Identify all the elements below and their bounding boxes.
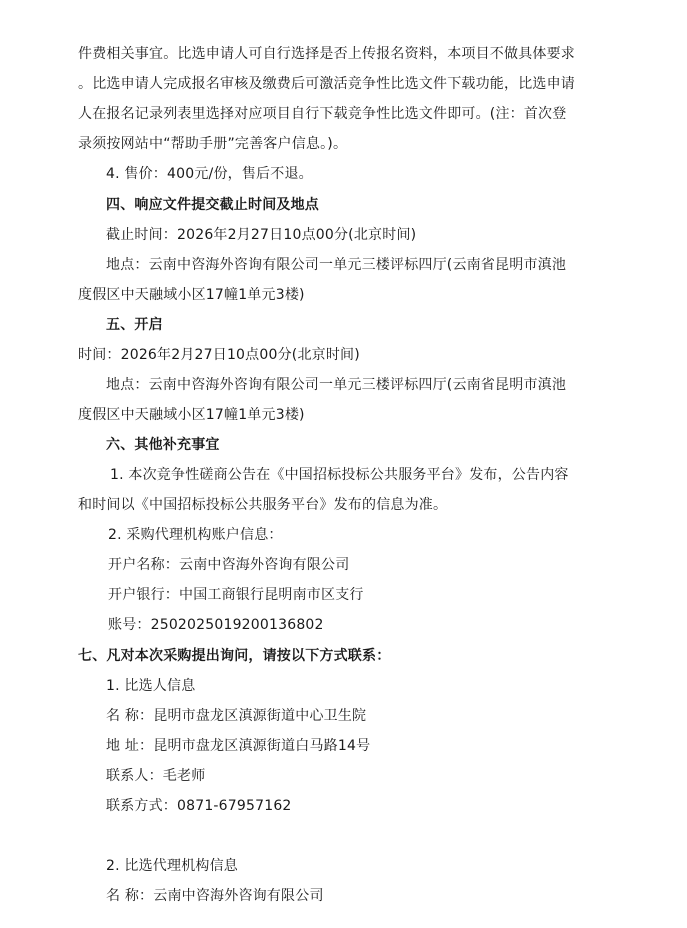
section-heading-contact: 七、凡对本次采购提出询问，请按以下方式联系： bbox=[78, 648, 391, 664]
buyer-name: 名 称：昆明市盘龙区滇源街道中心卫生院 bbox=[106, 708, 367, 724]
section-heading-opening: 五、开启 bbox=[106, 317, 163, 333]
account-number: 账号：2502025019200136802 bbox=[108, 617, 324, 633]
other-item-2: 2. 采购代理机构账户信息： bbox=[108, 527, 283, 543]
other-item-1-cont: 和时间以《中国招标投标公共服务平台》发布的信息为准。 bbox=[78, 497, 448, 513]
account-bank: 开户银行：中国工商银行昆明南市区支行 bbox=[108, 587, 364, 603]
buyer-address: 地 址：昆明市盘龙区滇源街道白马路14号 bbox=[106, 738, 371, 754]
price-line: 4. 售价：400元/份，售后不退。 bbox=[106, 166, 313, 182]
section-heading-deadline: 四、响应文件提交截止时间及地点 bbox=[106, 197, 319, 213]
buyer-contact-person: 联系人：毛老师 bbox=[106, 768, 206, 784]
other-item-1: 1. 本次竞争性磋商公告在《中国招标投标公共服务平台》发布，公告内容 bbox=[110, 467, 569, 483]
deadline-location-cont: 度假区中天融域小区17幢1单元3楼) bbox=[78, 287, 305, 303]
paragraph-line: 录须按网站中“帮助手册”完善客户信息。)。 bbox=[78, 136, 348, 152]
account-name: 开户名称：云南中咨海外咨询有限公司 bbox=[108, 557, 350, 573]
buyer-phone: 联系方式：0871-67957162 bbox=[106, 798, 292, 814]
opening-time: 时间：2026年2月27日10点00分(北京时间) bbox=[78, 347, 360, 363]
contact-heading-2: 2. 比选代理机构信息 bbox=[106, 858, 239, 874]
deadline-location: 地点：云南中咨海外咨询有限公司一单元三楼评标四厅(云南省昆明市滇池 bbox=[106, 257, 567, 273]
deadline-time: 截止时间：2026年2月27日10点00分(北京时间) bbox=[106, 227, 417, 243]
section-heading-other: 六、其他补充事宜 bbox=[106, 437, 220, 453]
opening-location: 地点：云南中咨海外咨询有限公司一单元三楼评标四厅(云南省昆明市滇池 bbox=[106, 377, 567, 393]
contact-heading-1: 1. 比选人信息 bbox=[106, 678, 196, 694]
paragraph-line: 件费相关事宜。比选申请人可自行选择是否上传报名资料，本项目不做具体要求 bbox=[78, 46, 575, 62]
paragraph-line: 人在报名记录列表里选择对应项目自行下载竞争性比选文件即可。(注：首次登 bbox=[78, 106, 567, 122]
opening-location-cont: 度假区中天融域小区17幢1单元3楼) bbox=[78, 407, 305, 423]
agency-name: 名 称：云南中咨海外咨询有限公司 bbox=[106, 888, 324, 904]
paragraph-line: 。比选申请人完成报名审核及缴费后可激活竞争性比选文件下载功能，比选申请 bbox=[78, 76, 575, 92]
